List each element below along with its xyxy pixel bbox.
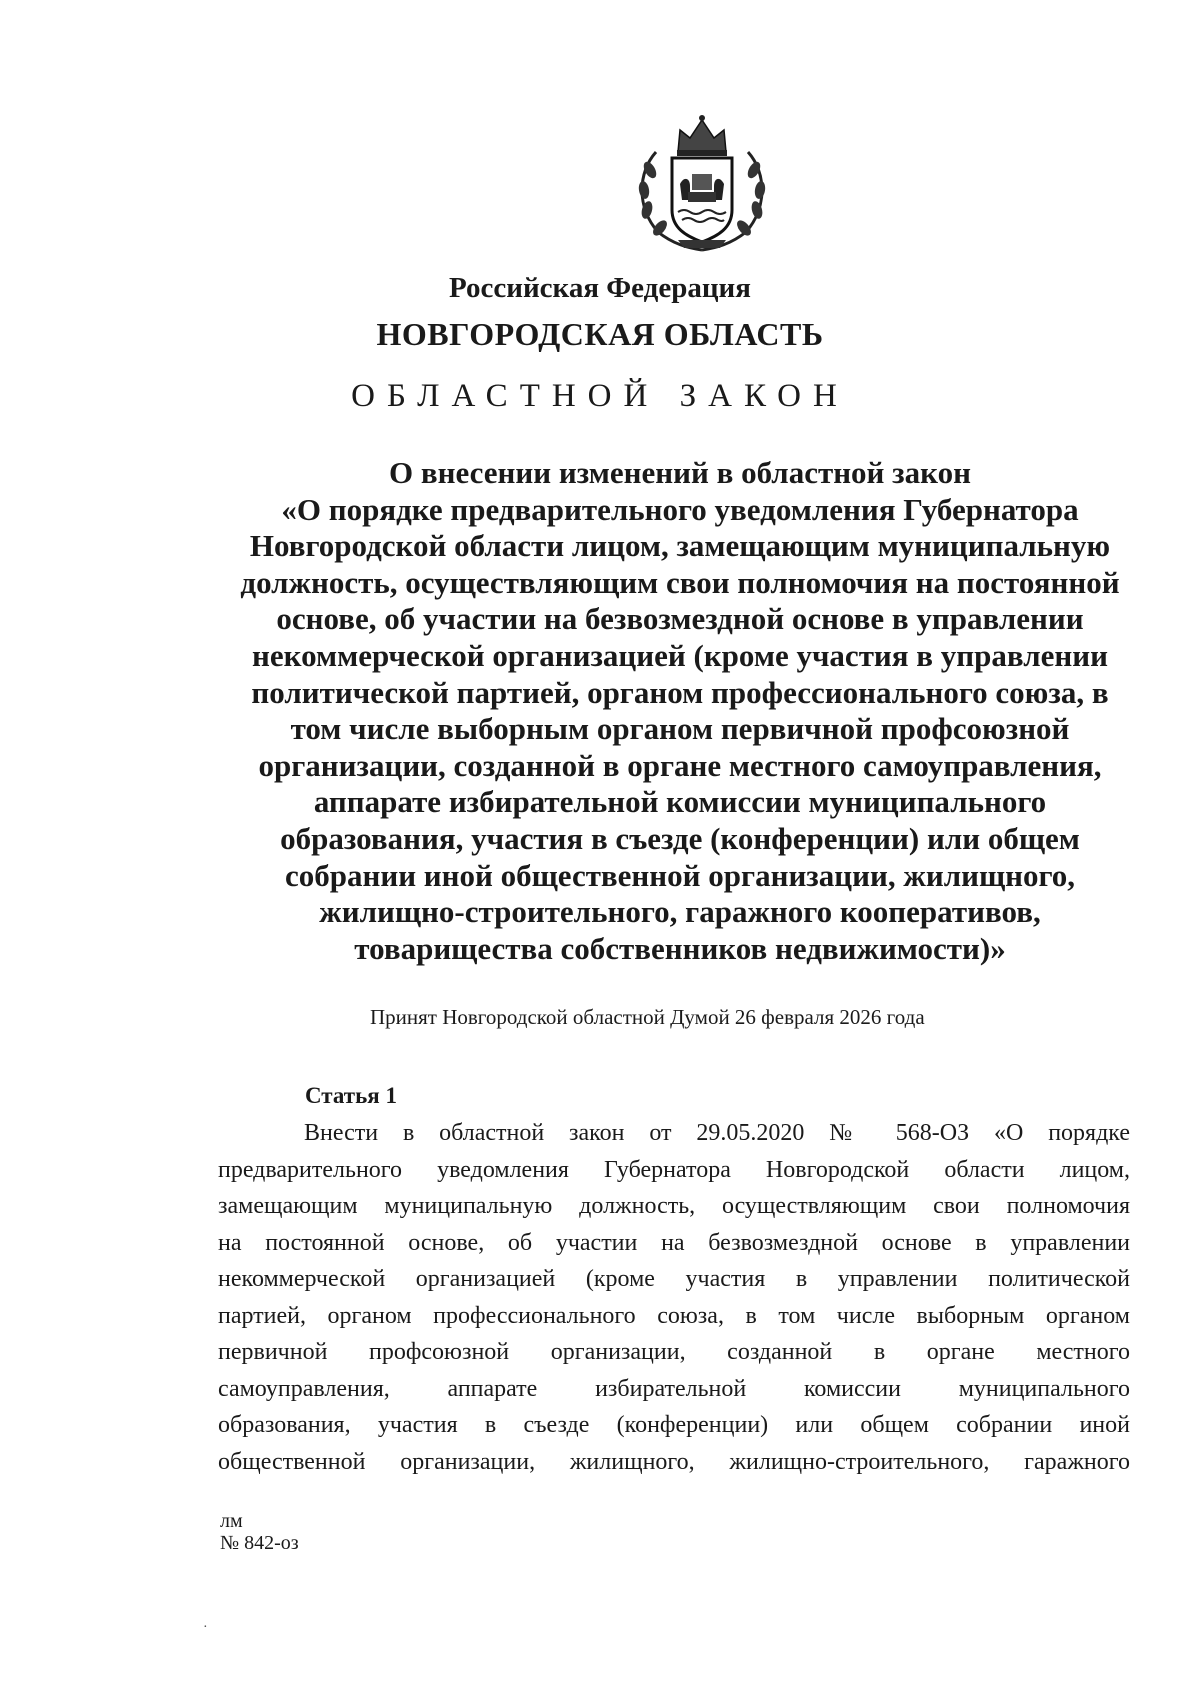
adoption-note: Принят Новгородской областной Думой 26 февраля 2026 года [370,1005,925,1029]
document-type: ОБЛАСТНОЙ ЗАКОН [351,378,849,414]
article-line: на постоянной основе, об участии на безвозмездной основе в управлении [218,1229,1130,1256]
coat-of-arms-icon [628,112,776,254]
title-line: «О порядке предварительного уведомления Губернатора [281,491,1079,527]
article-line: самоуправления, аппарате избирательной комиссии муниципального [218,1375,1130,1402]
scan-dot: · [203,1620,208,1635]
article-line: первичной профсоюзной организации, созданной в органе местного [218,1339,1130,1365]
title-line: Новгородской области лицом, замещающим муниципальную [249,528,1111,564]
title-line: основе, об участии на безвозмездной основе в управлении [276,601,1084,637]
document-number: № 842-оз [220,1532,299,1554]
title-line: образования, участия в съезде (конференции) или общем [280,820,1080,856]
title-line: должность, осуществляющим свои полномочия на постоянной [240,564,1120,600]
article-line: общественной организации, жилищного, жилищно-строительного, гаражного [218,1448,1130,1475]
article-heading: Статья 1 [305,1083,397,1108]
article-line: партией, органом профессионального союза, в том числе выборным органом [218,1302,1130,1329]
title-line: организации, созданной в органе местного самоуправления, [258,747,1102,783]
article-line: Внести в областной закон от 29.05.2020 № 568-ОЗ «О порядке [304,1120,1130,1146]
title-line: собрании иной общественной организации, жилищного, [284,857,1076,893]
title-line: жилищно-строительного, гаражного кооперативов, [319,894,1041,930]
article-line: предварительного уведомления Губернатора Новгородской области лицом, [218,1156,1130,1183]
title-line: том числе выборным органом первичной профсоюзной [290,711,1070,747]
article-line: некоммерческой организацией (кроме участия в управлении политической [218,1266,1130,1292]
country-name: Российская Федерация [449,272,751,304]
title-line: аппарате избирательной комиссии муниципального [313,784,1047,820]
title-line: политической партией, органом профессионального союза, в [251,674,1109,710]
article-line: образования, участия в съезде (конференции) или общем собрании иной [218,1412,1130,1438]
article-line: замещающим муниципальную должность, осуществляющим свои полномочия [218,1193,1130,1219]
article-body [218,1115,1130,1480]
document-footer [220,1510,299,1554]
title-line: товарищества собственников недвижимости)» [354,930,1006,966]
law-title [210,455,1150,967]
title-line: О внесении изменений в областной закон [389,455,971,490]
initials: лм [220,1510,243,1532]
region-name: НОВГОРОДСКАЯ ОБЛАСТЬ [376,316,824,352]
title-line: некоммерческой организацией (кроме участия в управлении [252,637,1108,673]
